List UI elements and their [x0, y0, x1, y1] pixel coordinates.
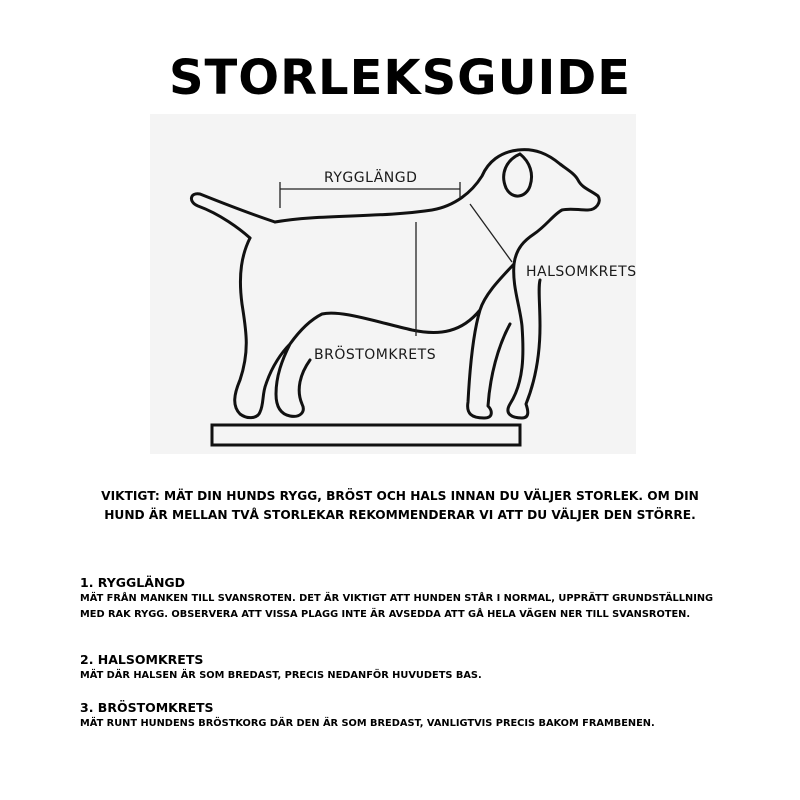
- section-chest: [80, 700, 730, 732]
- chest-label: BRÖSTOMKRETS: [314, 347, 437, 363]
- back-length-label: RYGGLÄNGD: [324, 170, 418, 186]
- section-heading: 3. BRÖSTOMKRETS: [80, 700, 214, 715]
- section-back-length: [80, 575, 730, 623]
- neck-line: [470, 204, 512, 262]
- dog-tail: [191, 194, 275, 238]
- section-heading: 2. HALSOMKRETS: [80, 652, 204, 667]
- dog-outline-icon: [150, 114, 636, 454]
- section-neck: [80, 652, 730, 684]
- important-note: VIKTIGT: MÄT DIN HUNDS RYGG, BRÖST OCH HALS INNAN DU VÄLJER STORLEK. OM DIN HUND ÄR MELLAN TVÅ STORLEKAR REKOMMENDERAR VI ATT DU VÄLJER DEN STÖRRE.: [101, 489, 699, 522]
- section-text: MÄT DÄR HALSEN ÄR SOM BREDAST, PRECIS NEDANFÖR HUVUDETS BAS.: [80, 670, 482, 681]
- section-heading: 1. RYGGLÄNGD: [80, 575, 186, 590]
- dog-ear: [504, 154, 532, 196]
- neck-label: HALSOMKRETS: [526, 264, 637, 280]
- dog-measurement-illustration: [150, 114, 636, 454]
- display-base: [212, 425, 520, 445]
- dog-body: [235, 150, 600, 418]
- section-text: MÄT FRÅN MANKEN TILL SVANSROTEN. DET ÄR VIKTIGT ATT HUNDEN STÅR I NORMAL, UPPRÄTT GRUNDSTÄLLNING MED RAK RYGG. OBSERVERA ATT VISSA PLAGG INTE ÄR AVSEDDA ATT GÅ HELA VÄGEN NER TILL SVANSROTEN.: [80, 593, 714, 620]
- page-title: STORLEKSGUIDE: [168, 50, 632, 106]
- section-text: MÄT RUNT HUNDENS BRÖSTKORG DÄR DEN ÄR SOM BREDAST, VANLIGTVIS PRECIS BAKOM FRAMBENEN.: [80, 718, 655, 729]
